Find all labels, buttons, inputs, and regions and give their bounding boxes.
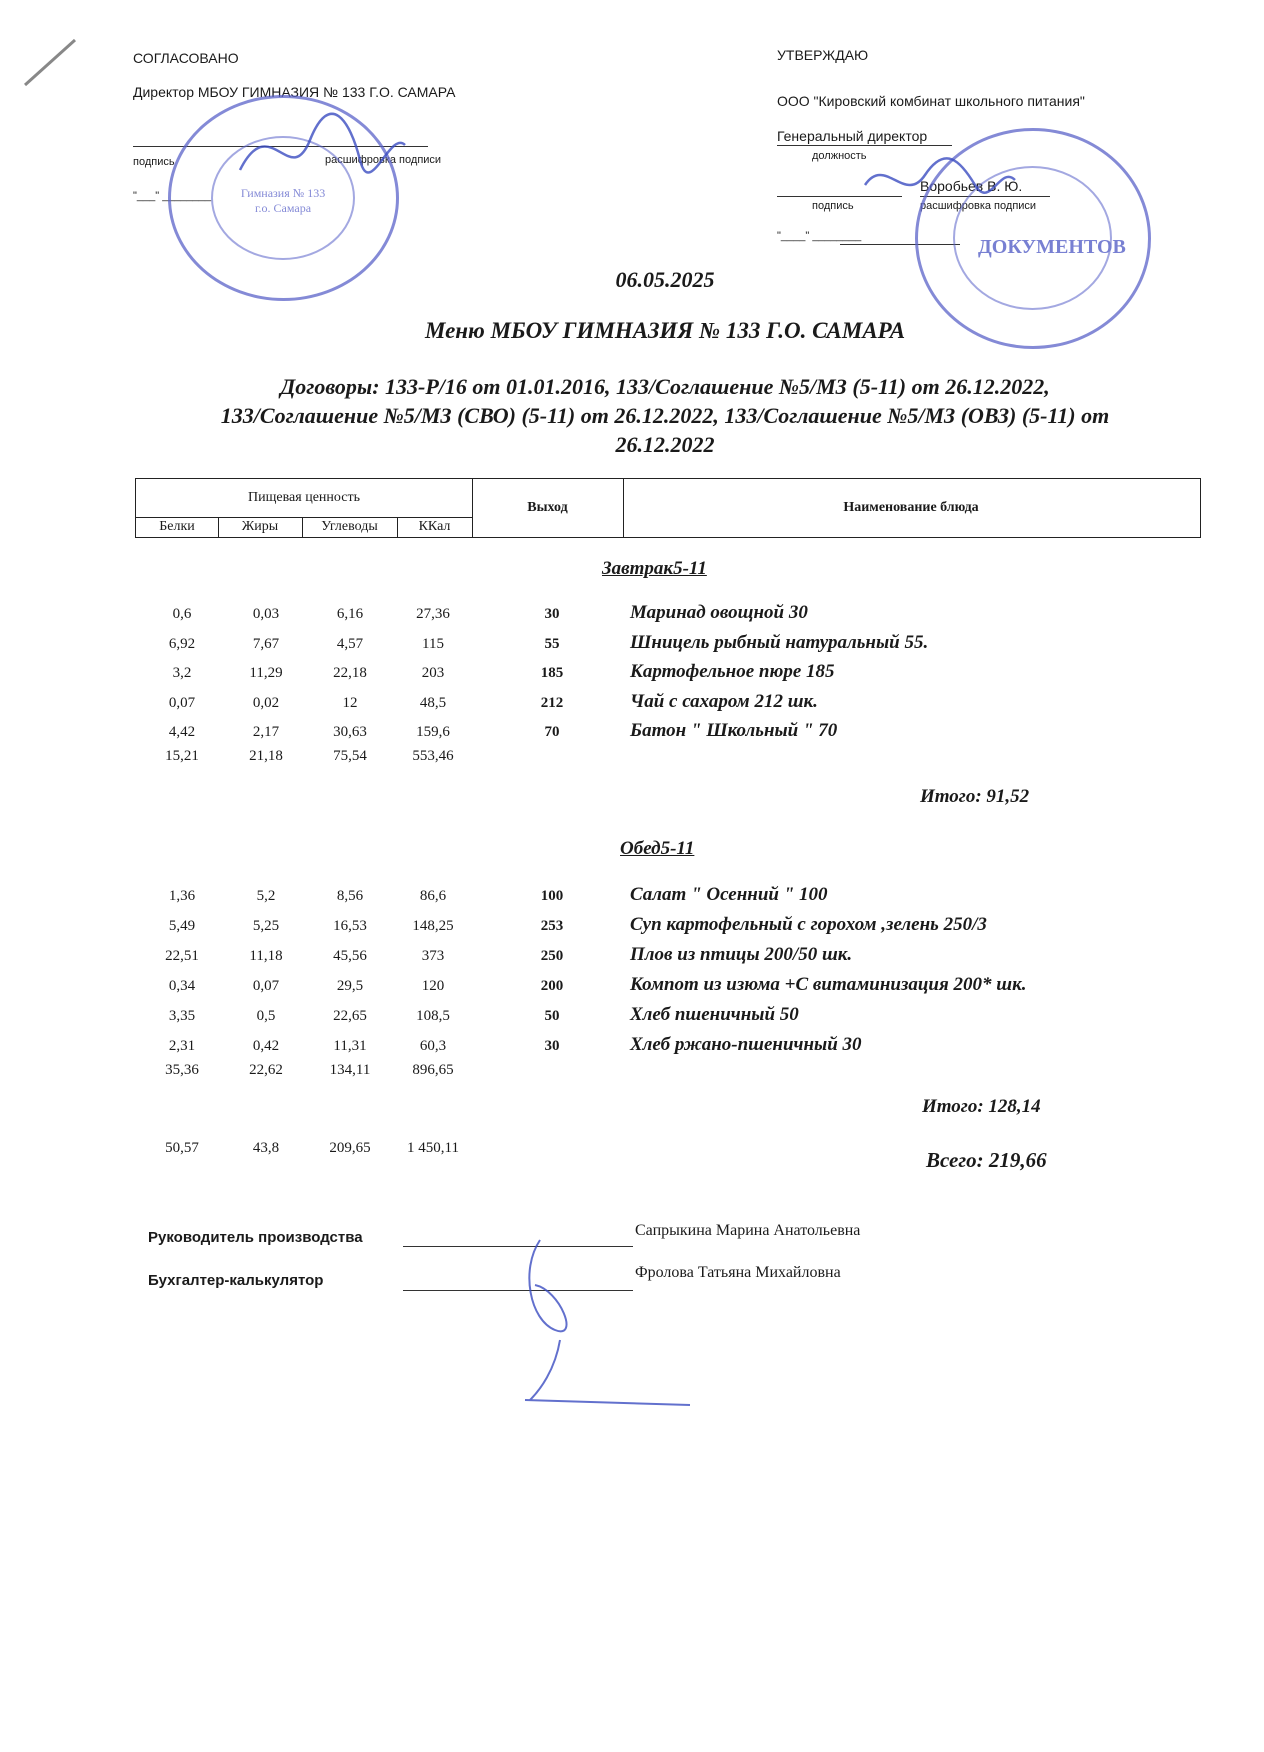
right-position-line <box>777 145 952 146</box>
breakfast-cell-k: 27,36 <box>416 606 450 622</box>
breakfast-cell-output: 185 <box>540 665 564 681</box>
lunch-cell-b: 3,35 <box>168 1008 196 1024</box>
lunch-cell-u: 22,65 <box>333 1008 367 1024</box>
table-row <box>0 659 1264 689</box>
lunch-cell-dish: Суп картофельный с горохом ,зелень 250/3 <box>630 914 987 935</box>
pen-mark-icon <box>20 35 80 90</box>
header-output: Выход <box>527 499 568 515</box>
signature-role-2: Бухгалтер-калькулятор <box>148 1272 324 1289</box>
left-signature-icon <box>230 100 410 210</box>
grand-sum-j: 43,8 <box>252 1140 280 1156</box>
breakfast-sum-k: 553,46 <box>412 747 454 764</box>
header-kcal: ККал <box>418 519 451 534</box>
signature-role-1: Руководитель производства <box>148 1229 363 1246</box>
lunch-cell-j: 5,25 <box>252 918 280 934</box>
lunch-sum-b: 35,36 <box>165 1062 199 1078</box>
right-decode-label: расшифровка подписи <box>920 200 1037 212</box>
breakfast-cell-b: 6,92 <box>168 635 196 652</box>
grand-sum-values <box>0 1134 1264 1164</box>
grand-total-label: Всего: <box>926 1148 984 1172</box>
breakfast-cell-u: 12 <box>342 694 358 711</box>
breakfast-cell-output: 30 <box>544 606 560 622</box>
breakfast-total-label: Итого: <box>920 786 982 807</box>
breakfast-total <box>920 786 1029 808</box>
breakfast-cell-b: 0,07 <box>168 694 196 711</box>
breakfast-cell-b: 4,42 <box>168 724 196 740</box>
lunch-sum-j: 22,62 <box>249 1062 283 1078</box>
table-row <box>0 630 1264 660</box>
approval-right-org: ООО "Кировский комбинат школьного питания" <box>777 93 1085 109</box>
lunch-cell-b: 5,49 <box>168 918 196 934</box>
breakfast-cell-b: 3,2 <box>172 665 192 681</box>
lunch-cell-output: 200 <box>540 978 564 994</box>
lunch-cell-j: 0,42 <box>252 1038 280 1054</box>
breakfast-cell-dish: Маринад овощной 30 <box>630 602 808 623</box>
signature-name-2: Фролова Татьяна Михайловна <box>635 1264 841 1281</box>
header-dish: Наименование блюда <box>843 499 979 515</box>
contracts-block <box>0 372 1264 459</box>
header-nutrition: Пищевая ценность <box>248 490 360 505</box>
grand-sum-b: 50,57 <box>165 1140 199 1156</box>
right-director-name: Воробьев В. Ю. <box>920 178 1023 194</box>
table-row <box>0 1002 1264 1032</box>
approval-right-position: Генеральный директор <box>777 128 928 144</box>
header-fats: Жиры <box>241 519 279 534</box>
breakfast-cell-k: 48,5 <box>419 694 447 711</box>
breakfast-cell-k: 115 <box>422 635 444 652</box>
breakfast-cell-u: 22,18 <box>333 665 367 681</box>
header-carbs: Углеводы <box>321 519 378 534</box>
lunch-cell-u: 45,56 <box>333 948 367 964</box>
breakfast-cell-output: 55 <box>544 635 560 652</box>
breakfast-cell-j: 0,02 <box>252 694 280 711</box>
lunch-cell-dish: Хлеб ржано-пшеничный 30 <box>630 1034 862 1055</box>
bottom-signature-icon <box>500 1230 700 1410</box>
lunch-title: Обед5-11 <box>620 838 695 859</box>
lunch-cell-j: 0,5 <box>256 1008 276 1024</box>
header-proteins: Белки <box>159 519 195 534</box>
breakfast-sum-b: 15,21 <box>165 747 199 764</box>
breakfast-cell-k: 203 <box>421 665 445 681</box>
lunch-cell-k: 373 <box>421 948 445 964</box>
breakfast-sum-u: 75,54 <box>333 747 367 764</box>
table-row <box>0 942 1264 972</box>
lunch-cell-dish: Хлеб пшеничный 50 <box>630 1004 799 1025</box>
lunch-cell-output: 250 <box>540 948 564 964</box>
breakfast-cell-b: 0,6 <box>172 606 192 622</box>
grand-total <box>926 1148 1047 1173</box>
lunch-total-value: 128,14 <box>988 1096 1041 1117</box>
breakfast-cell-output: 70 <box>544 724 560 740</box>
lunch-cell-j: 11,18 <box>249 948 283 964</box>
left-sign-label: подпись <box>133 156 175 168</box>
lunch-cell-u: 11,31 <box>333 1038 367 1054</box>
approval-left-director: Директор МБОУ ГИМНАЗИЯ № 133 Г.О. САМАРА <box>133 84 456 100</box>
approval-right-title: УТВЕРЖДАЮ <box>777 47 869 63</box>
lunch-cell-u: 29,5 <box>336 978 364 994</box>
lunch-total-label: Итого: <box>922 1096 984 1117</box>
menu-table-header <box>135 478 1201 538</box>
breakfast-cell-output: 212 <box>540 694 564 711</box>
right-signature-icon <box>860 150 1023 210</box>
breakfast-cell-dish: Чай с сахаром 212 шк. <box>630 690 818 712</box>
grand-total-value: 219,66 <box>988 1148 1047 1172</box>
breakfast-cell-dish: Батон " Школьный " 70 <box>630 720 838 741</box>
breakfast-cell-dish: Картофельное пюре 185 <box>630 661 835 682</box>
left-date-blank: "___" ________ <box>133 190 212 202</box>
approval-left-title: СОГЛАСОВАНО <box>133 50 239 66</box>
menu-title: Меню МБОУ ГИМНАЗИЯ № 133 Г.О. САМАРА <box>424 318 906 343</box>
signature-name-1: Сапрыкина Марина Анатольевна <box>635 1222 861 1239</box>
lunch-cell-k: 148,25 <box>412 918 454 934</box>
document-date: 06.05.2025 <box>615 267 715 292</box>
lunch-cell-j: 0,07 <box>252 978 280 994</box>
lunch-cell-k: 108,5 <box>416 1008 450 1024</box>
lunch-sum-row <box>0 1056 1264 1086</box>
lunch-total <box>922 1096 1041 1118</box>
grand-sum-k: 1 450,11 <box>407 1140 459 1156</box>
left-decode-label: расшифровка подписи <box>325 154 442 166</box>
lunch-cell-output: 30 <box>544 1038 560 1054</box>
contracts-line-3: 26.12.2022 <box>615 432 715 457</box>
lunch-cell-dish: Компот из изюма +С витаминизация 200* шк. <box>630 974 1027 995</box>
lunch-cell-output: 100 <box>540 888 564 904</box>
breakfast-cell-u: 30,63 <box>333 724 367 740</box>
breakfast-cell-j: 0,03 <box>252 606 280 622</box>
lunch-cell-output: 253 <box>540 918 564 934</box>
right-date-blank: "____" ________ <box>777 230 862 242</box>
lunch-cell-j: 5,2 <box>256 888 276 904</box>
breakfast-cell-j: 7,67 <box>252 635 280 652</box>
lunch-cell-dish: Плов из птицы 200/50 шк. <box>630 944 853 965</box>
breakfast-total-value: 91,52 <box>986 786 1030 807</box>
lunch-cell-k: 120 <box>421 978 445 994</box>
lunch-cell-k: 86,6 <box>419 888 447 904</box>
breakfast-cell-u: 6,16 <box>336 606 364 622</box>
lunch-cell-b: 2,31 <box>168 1038 196 1054</box>
table-row <box>0 882 1264 912</box>
lunch-sum-u: 134,11 <box>329 1062 371 1078</box>
right-sign-label: подпись <box>812 200 854 212</box>
breakfast-sum-row <box>0 742 1264 772</box>
breakfast-title: Завтрак5-11 <box>602 558 707 579</box>
breakfast-cell-j: 11,29 <box>249 665 283 681</box>
left-stamp-text: Гимназия № 133 г.о. Самара <box>240 186 326 215</box>
lunch-cell-b: 22,51 <box>165 948 199 964</box>
breakfast-cell-u: 4,57 <box>336 635 364 652</box>
table-row <box>0 600 1264 630</box>
breakfast-sum-j: 21,18 <box>249 747 283 764</box>
right-position-label: должность <box>812 150 867 162</box>
lunch-cell-u: 8,56 <box>336 888 364 904</box>
table-row <box>0 912 1264 942</box>
lunch-cell-dish: Салат " Осенний " 100 <box>630 884 828 905</box>
contracts-line-1: Договоры: 133-Р/16 от 01.01.2016, 133/Соглашение №5/МЗ (5-11) от 26.12.2022, <box>280 374 1050 399</box>
lunch-cell-output: 50 <box>544 1008 560 1024</box>
lunch-cell-k: 60,3 <box>419 1038 447 1054</box>
lunch-cell-b: 1,36 <box>168 888 196 904</box>
right-stamp-text: ДОКУМЕНТОВ <box>978 236 1126 258</box>
grand-sum-u: 209,65 <box>329 1140 371 1156</box>
lunch-sum-k: 896,65 <box>412 1062 454 1078</box>
breakfast-cell-k: 159,6 <box>416 724 450 740</box>
breakfast-cell-j: 2,17 <box>252 724 280 740</box>
lunch-cell-u: 16,53 <box>333 918 367 934</box>
lunch-cell-b: 0,34 <box>168 978 196 994</box>
table-row <box>0 689 1264 719</box>
table-row <box>0 972 1264 1002</box>
breakfast-cell-dish: Шницель рыбный натуральный 55. <box>630 631 929 653</box>
contracts-line-2: 133/Соглашение №5/МЗ (СВО) (5-11) от 26.12.2022, 133/Соглашение №5/МЗ (ОВЗ) (5-11) от <box>220 403 1110 428</box>
